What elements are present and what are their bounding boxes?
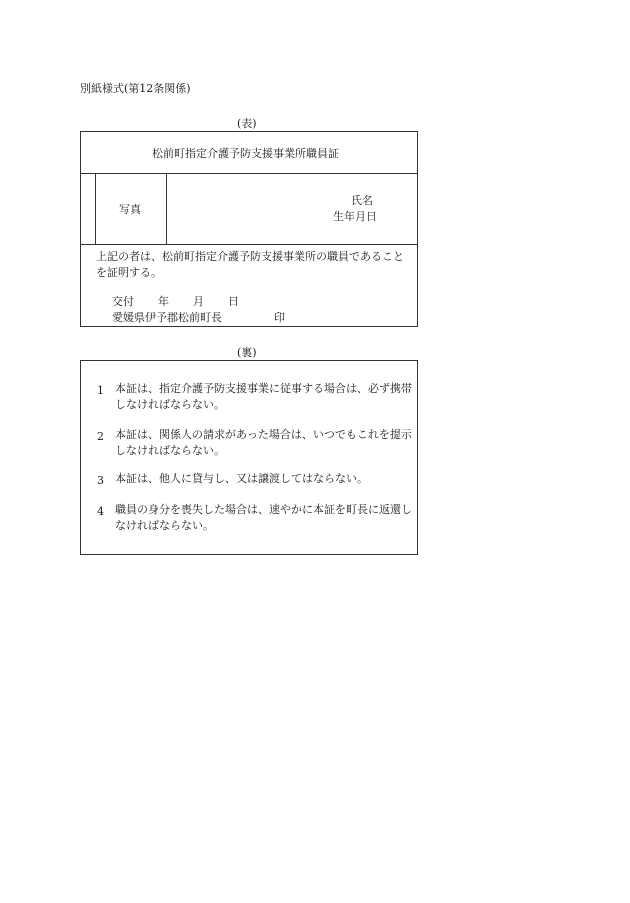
issue-month-label: 月 xyxy=(193,295,204,308)
photo-right-border xyxy=(166,173,167,244)
issue-year-label: 年 xyxy=(158,295,169,308)
list-item: 本証は、指定介護予防支援事業に従事する場合は、必ず携帯しなければならない。 xyxy=(115,382,412,411)
photo-left-border xyxy=(95,173,96,244)
certification-text: 上記の者は、松前町指定介護予防支援事業所の職員であることを証明する。 xyxy=(96,250,404,279)
list-item-number: 4 xyxy=(97,505,104,518)
seal-label: 印 xyxy=(274,311,285,324)
card-title: 松前町指定介護予防支援事業所職員証 xyxy=(152,147,339,160)
list-item-number: 3 xyxy=(97,474,104,487)
front-side-label: (表) xyxy=(237,117,257,130)
card-title-divider xyxy=(80,173,418,174)
list-item-number: 2 xyxy=(97,430,104,443)
name-label: 氏名 xyxy=(351,194,373,207)
issue-day-label: 日 xyxy=(228,295,239,308)
issuer-name: 愛媛県伊予郡松前町長 xyxy=(112,311,222,324)
back-side-label: (裏) xyxy=(237,346,257,359)
photo-row-divider xyxy=(80,244,418,245)
issue-label: 交付 xyxy=(112,295,134,308)
birthdate-label: 生年月日 xyxy=(333,210,377,223)
document-heading: 別紙様式(第12条関係) xyxy=(80,82,191,95)
list-item-number: 1 xyxy=(97,384,104,397)
photo-label: 写真 xyxy=(119,203,141,216)
list-item: 本証は、他人に貸与し、又は譲渡してはならない。 xyxy=(115,472,368,485)
list-item: 本証は、関係人の請求があった場合は、いつでもこれを提示しなければならない。 xyxy=(115,428,412,457)
list-item: 職員の身分を喪失した場合は、速やかに本証を町長に返還しなければならない。 xyxy=(115,503,412,532)
